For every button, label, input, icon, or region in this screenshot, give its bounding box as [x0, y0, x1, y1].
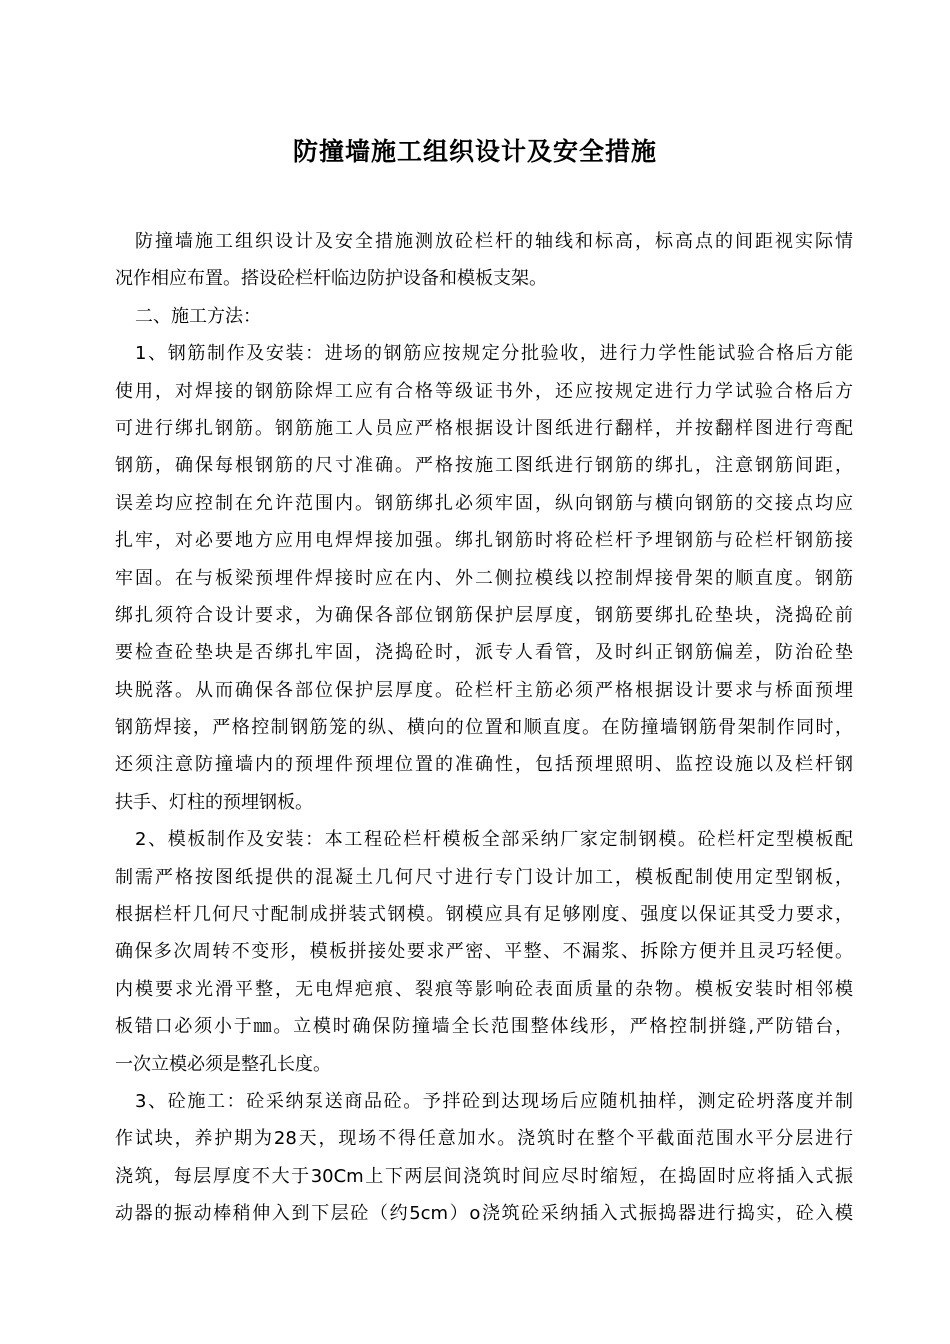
paragraph-3-line-13: 扶手、灯柱的预埋钢板。 — [115, 791, 313, 813]
paragraph-4-line-4: 确保多次周转不变形，模板拼接处要求严密、平整、不漏浆、拆除方便并且灵巧轻便。 — [115, 941, 853, 963]
paragraph-3-line-2: 使用，对焊接的钢筋除焊工应有合格等级证书外，还应按规定进行力学试验合格后方 — [115, 380, 853, 402]
paragraph-1-line-1: 防撞墙施工组织设计及安全措施测放砼栏杆的轴线和标高，标高点的间距视实际情 — [135, 231, 853, 252]
paragraph-3-line-5: 误差均应控制在允许范围内。钢筋绑扎必须牢固，纵向钢筋与横向钢筋的交接点均应 — [115, 492, 853, 514]
document-title: 防撞墙施工组织设计及安全措施 — [292, 137, 657, 166]
section-heading-construction-method: 二、施工方法： — [135, 305, 261, 327]
paragraph-1-line-2: 况作相应布置。搭设砼栏杆临边防护设备和模板支架。 — [115, 268, 547, 290]
paragraph-4-line-7: 一次立模必须是整孔长度。 — [115, 1053, 331, 1075]
document-body — [115, 223, 853, 1233]
paragraph-4-line-6: 板错口必须小于㎜。立模时确保防撞墙全长范围整体线形，严格控制拼缝,严防错台， — [115, 1016, 853, 1038]
paragraph-5-line-2: 作试块，养护期为28天，现场不得任意加水。浇筑时在整个平截面范围水平分层进行 — [115, 1128, 853, 1150]
paragraph-3-line-3: 可进行绑扎钢筋。钢筋施工人员应严格根据设计图纸进行翻样，并按翻样图进行弯配 — [115, 417, 853, 439]
paragraph-4-line-2: 制需严格按图纸提供的混凝土几何尺寸进行专门设计加工，模板配制使用定型钢板， — [115, 866, 853, 888]
paragraph-5-line-3: 浇筑，每层厚度不大于30Cm上下两层间浇筑时间应尽时缩短，在捣固时应将插入式振 — [115, 1165, 853, 1187]
paragraph-3-line-10: 块脱落。从而确保各部位保护层厚度。砼栏杆主筋必须严格根据设计要求与桥面预埋 — [115, 679, 853, 701]
paragraph-3-line-6: 扎牢，对必要地方应用电焊焊接加强。绑扎钢筋时将砼栏杆予埋钢筋与砼栏杆钢筋接 — [115, 530, 853, 552]
paragraph-3-line-12: 还须注意防撞墙内的预埋件预埋位置的准确性，包括预埋照明、监控设施以及栏杆钢 — [115, 754, 853, 776]
paragraph-5-line-1: 3、砼施工：砼采纳泵送商品砼。予拌砼到达现场后应随机抽样，测定砼坍落度并制 — [135, 1090, 853, 1112]
paragraph-3-line-4: 钢筋，确保每根钢筋的尺寸准确。严格按施工图纸进行钢筋的绑扎，注意钢筋间距， — [115, 455, 853, 477]
paragraph-3-line-7: 牢固。在与板梁预埋件焊接时应在内、外二侧拉模线以控制焊接骨架的顺直度。钢筋 — [115, 567, 853, 589]
paragraph-5-line-4: 动器的振动棒稍伸入到下层砼（约5cm）o浇筑砼采纳插入式振捣器进行捣实，砼入模 — [115, 1203, 853, 1225]
paragraph-3-line-1: 1、钢筋制作及安装：进场的钢筋应按规定分批验收，进行力学性能试验合格后方能 — [135, 343, 853, 365]
paragraph-3-line-8: 绑扎须符合设计要求，为确保各部位钢筋保护层厚度，钢筋要绑扎砼垫块，浇捣砼前 — [115, 604, 853, 626]
paragraph-4-line-5: 内模要求光滑平整，无电焊疤痕、裂痕等影响砼表面质量的杂物。模板安装时相邻模 — [115, 978, 853, 1000]
paragraph-3-line-9: 要检查砼垫块是否绑扎牢固，浇捣砼时，派专人看管，及时纠正钢筋偏差，防治砼垫 — [115, 642, 853, 664]
paragraph-4-line-1: 2、模板制作及安装：本工程砼栏杆模板全部采纳厂家定制钢模。砼栏杆定型模板配 — [135, 829, 853, 851]
paragraph-3-line-11: 钢筋焊接，严格控制钢筋笼的纵、横向的位置和顺直度。在防撞墙钢筋骨架制作同时， — [115, 717, 853, 739]
paragraph-4-line-3: 根据栏杆几何尺寸配制成拼装式钢模。钢模应具有足够刚度、强度以保证其受力要求， — [115, 904, 853, 926]
